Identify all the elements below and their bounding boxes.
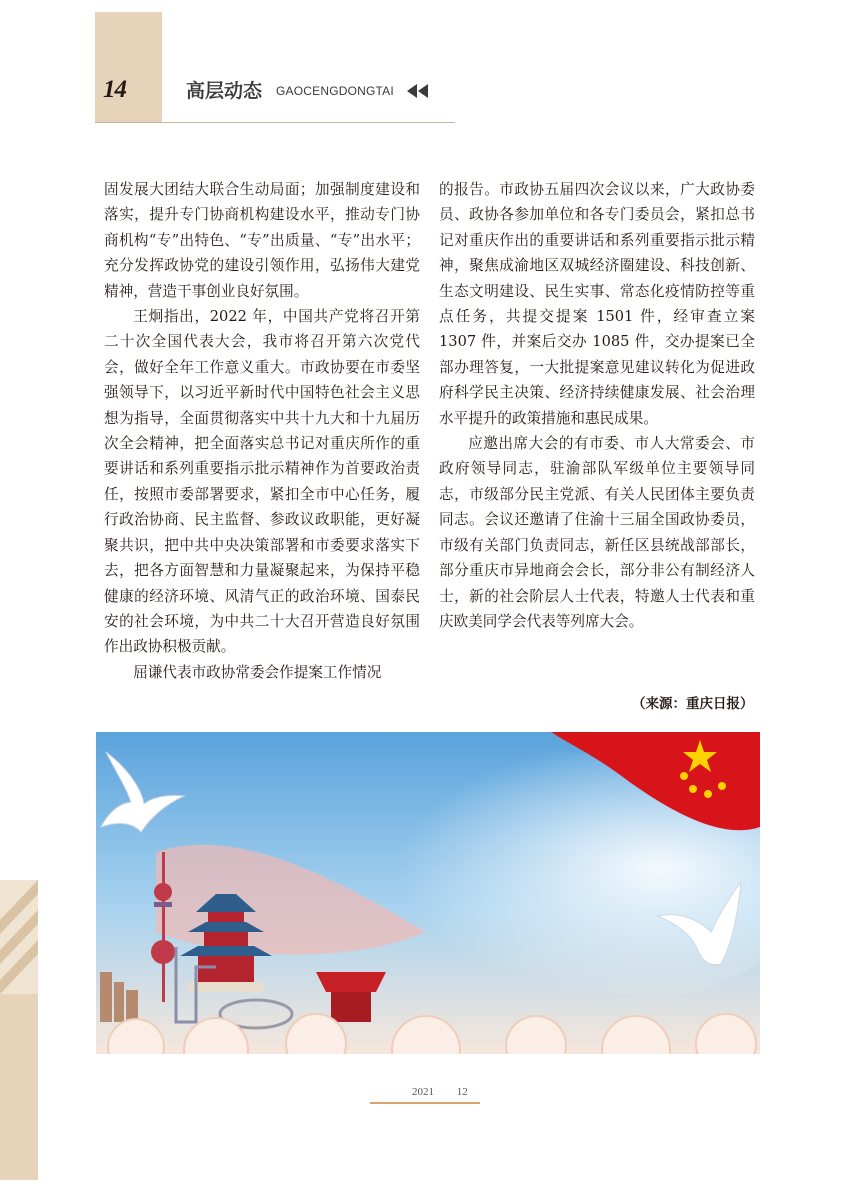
source-credit: （来源：重庆日报） — [632, 696, 754, 712]
decorative-stripes — [0, 880, 38, 1180]
page-number-tab — [95, 12, 162, 122]
header-divider — [95, 122, 455, 123]
footer-year: 2021 — [412, 1086, 434, 1098]
article-column-right — [439, 177, 755, 634]
paragraph: 王炯指出，2022 年，中国共产党将召开第二十次全国代表大会，我市将召开第六次党代会，做好全年工作意义重大。市政协要在市委坚强领导下，以习近平新时代中国特色社会主义思想为指导，全面贯彻落实中共十九大和十九届历次全会精神，把全面落实总书记对重庆所作的重要讲话和系列重要指示批示精神作为首要政治责任，按照市委部署要求，紧扣全市中心任务，履行政治协商、民主监督、参政议政职能，更好凝聚共识，把中共中央决策部署和市委要求落实下去，把各方面智慧和力量凝聚起来，为保持平稳健康的经济环境、风清气正的政治环境、国泰民安的社会环境，为中共二十大召开营造良好氛围作出政协积极贡献。 — [104, 308, 420, 656]
page-number: 14 — [103, 76, 126, 103]
section-pinyin: GAOCENGDONGTAI — [276, 84, 394, 98]
article-column-left — [104, 177, 420, 685]
paragraph: 屈谦代表市政协常委会作提案工作情况 — [133, 663, 382, 681]
footer-divider — [370, 1102, 480, 1104]
section-title: 高层动态 — [186, 80, 263, 102]
paragraph: 应邀出席大会的有市委、市人大常委会、市政府领导同志，驻渝部队军级单位主要领导同志，市级部分民主党派、有关人民团体主要负责同志。会议还邀请了住渝十三届全国政协委员，市级有关部门负责同志，新任区县统战部部长，部分重庆市异地商会会长，部分非公有制经济人士，新的社会阶层人士代表，特邀人士代表和重庆欧美同学会代表等列席大会。 — [439, 435, 755, 630]
footer-issue-number: 12 — [456, 1086, 468, 1098]
landmark-banner-image — [96, 732, 760, 1054]
footer-issue — [412, 1086, 468, 1098]
paragraph: 固发展大团结大联合生动局面；加强制度建设和落实，提升专门协商机构建设水平，推动专门协商机构“专”出特色、“专”出质量、“专”出水平；充分发挥政协党的建设引领作用，弘扬伟大建党精神，营造干事创业良好氛围。 — [104, 181, 420, 300]
paragraph: 的报告。市政协五届四次会议以来，广大政协委员、政协各参加单位和各专门委员会，紧扣总书记对重庆作出的重要讲话和系列重要指示批示精神，聚焦成渝地区双城经济圈建设、科技创新、生态文明建设、民生实事、常态化疫情防控等重点任务，共提交提案 1501 件，经审查立案 1307 件，并案后交办 1085 件，交办提案已全部办理答复，一大批提案意见建议转化为促进政府科学民主决策、经济持续健康发展、社会治理水平提升的政策措施和惠民成果。 — [439, 181, 755, 427]
double-arrow-left-icon — [407, 84, 429, 98]
